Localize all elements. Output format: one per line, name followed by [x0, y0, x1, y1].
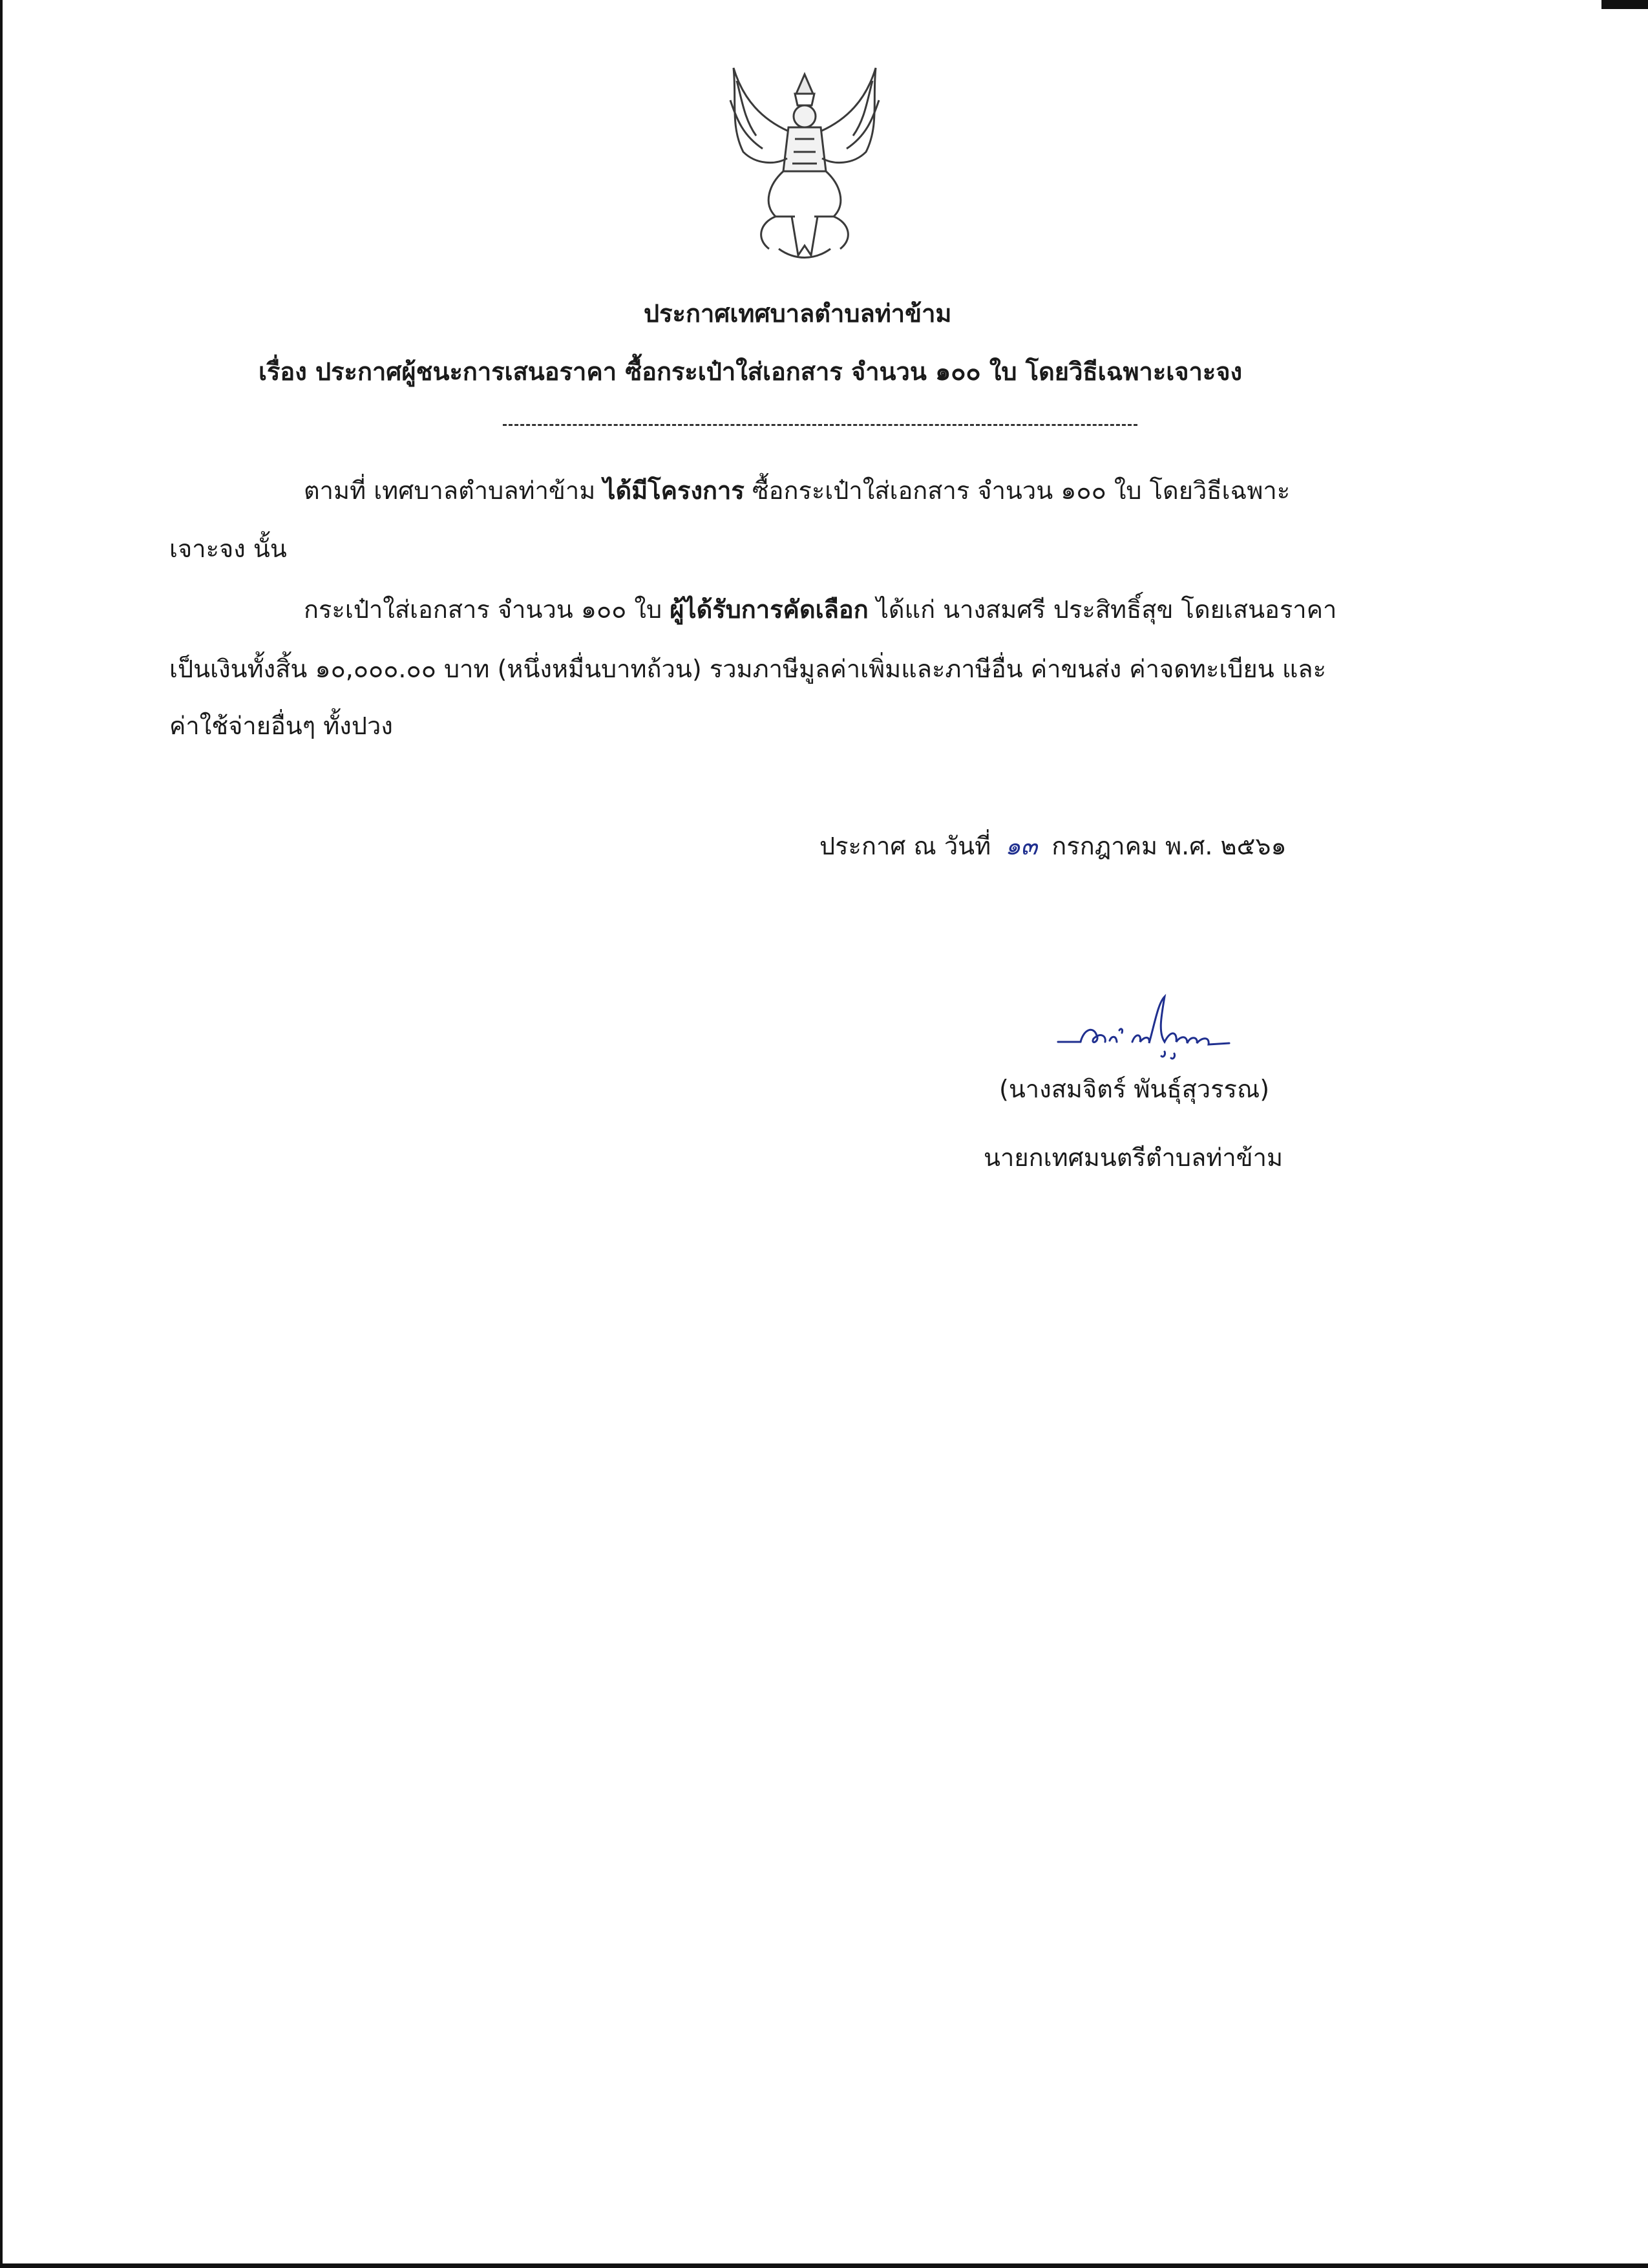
- p1-text-1: ตามที่ เทศบาลตำบลท่าข้าม: [304, 476, 604, 505]
- date-suffix: กรกฎาคม พ.ศ. ๒๕๖๑: [1051, 832, 1287, 860]
- title-divider: [503, 424, 1137, 426]
- p2-text-3: ได้แก่ นางสมศรี ประสิทธิ์สุข โดยเสนอราคา: [868, 595, 1337, 624]
- paragraph-2-line-1: [304, 597, 1336, 622]
- scan-edge-bottom: [0, 2263, 1648, 2268]
- p2-text-1: กระเป๋าใส่เอกสาร จำนวน ๑๐๐ ใบ: [304, 595, 670, 624]
- paragraph-2-line-2: เป็นเงินทั้งสิ้น ๑๐,๐๐๐.๐๐ บาท (หนึ่งหมื่นบาทถ้วน) รวมภาษีมูลค่าเพิ่มและภาษีอื่น ค่าขนส่ง ค่าจดทะเบียน และ: [169, 655, 1327, 683]
- p1-text-3: ซื้อกระเป๋าใส่เอกสาร จำนวน ๑๐๐ ใบ โดยวิธีเฉพาะ: [744, 476, 1291, 505]
- signer-position: นายกเทศมนตรีตำบลท่าข้าม: [984, 1143, 1284, 1172]
- scan-edge-top-right: [1601, 0, 1648, 9]
- garuda-emblem-icon: [698, 55, 911, 268]
- date-day: ๑๓: [1005, 832, 1038, 860]
- handwritten-signature: [1055, 977, 1262, 1068]
- announcement-date: [819, 834, 1287, 858]
- document-subject: เรื่อง ประกาศผู้ชนะการเสนอราคา ซื้อกระเป๋าใส่เอกสาร จำนวน ๑๐๐ ใบ โดยวิธีเฉพาะเจาะจง: [259, 357, 1243, 386]
- paragraph-1-line-2: เจาะจง นั้น: [169, 535, 287, 563]
- p1-text-2: ได้มีโครงการ: [603, 476, 745, 505]
- paragraph-1-line-1: [304, 478, 1290, 503]
- p2-text-2: ผู้ได้รับการคัดเลือก: [670, 595, 869, 624]
- paragraph-2-line-3: ค่าใช้จ่ายอื่นๆ ทั้งปวง: [169, 712, 393, 740]
- document-title: ประกาศเทศบาลตำบลท่าข้าม: [644, 299, 952, 328]
- scan-edge-top-left: [0, 0, 3, 2268]
- date-prefix: ประกาศ ณ วันที่: [819, 832, 991, 860]
- signer-name: (นางสมจิตร์ พันธุ์สุวรรณ): [999, 1075, 1270, 1103]
